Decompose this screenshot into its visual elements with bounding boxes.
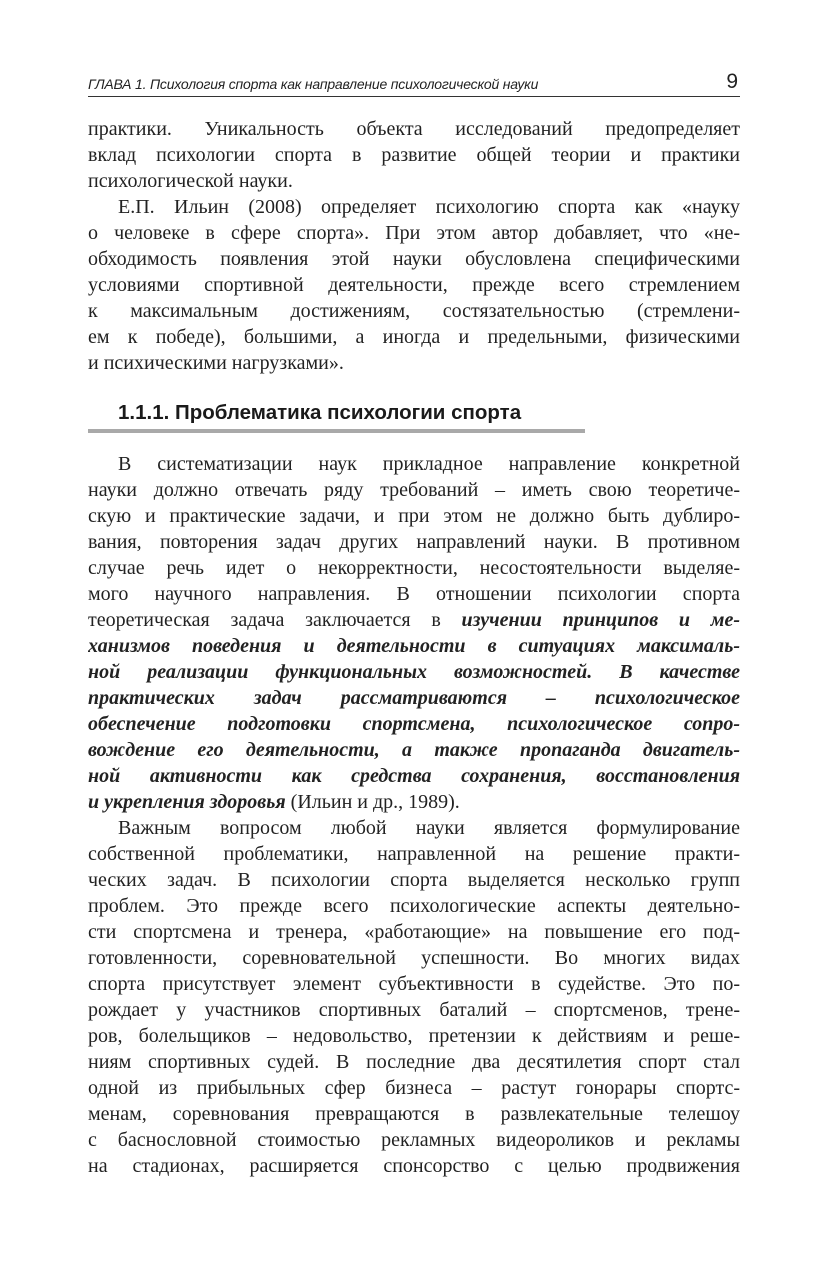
- text-line: психологической науки.: [88, 170, 293, 192]
- page-body: [88, 116, 740, 1179]
- text-line: мого научного направления. В отношении психологии спорта: [88, 583, 740, 605]
- text-line: с баснословной стоимостью рекламных видеороликов и рекламы: [88, 1129, 740, 1151]
- text-line: Е.П. Ильин (2008) определяет психологию спорта как «науку: [118, 196, 740, 218]
- emphasis-line: вождение его деятельности, а также пропаганда двигатель-: [88, 739, 740, 761]
- running-title: ГЛАВА 1. Психология спорта как направление психологической науки: [88, 76, 539, 92]
- heading-underline: [88, 429, 585, 433]
- text-line: менам, соревнования превращаются в развлекательные телешоу: [88, 1103, 740, 1125]
- text-line: готовленности, соревновательной успешности. Во многих видах: [88, 947, 740, 969]
- text-line: случае речь идет о некорректности, несостоятельности выделяе-: [88, 557, 740, 579]
- emphasis-line: ной активности как средства сохранения, восстановления: [88, 765, 740, 787]
- text-line: и психическими нагрузками».: [88, 352, 344, 374]
- text-line: [88, 607, 740, 633]
- section-heading: 1.1.1. Проблематика психологии спорта: [118, 401, 522, 424]
- text-line: о человеке в сфере спорта». При этом автор добавляет, что «не-: [88, 222, 740, 244]
- emphasis-line: ханизмов поведения и деятельности в ситуациях максималь-: [88, 635, 740, 657]
- text-line: ем к победе), большими, а иногда и предельными, физическими: [88, 326, 740, 348]
- text-line: к максимальным достижениям, состязательностью (стремлени-: [88, 300, 740, 322]
- paragraph: [88, 815, 740, 1179]
- text-line: на стадионах, расширяется спонсорство с целью продвижения: [88, 1155, 740, 1177]
- paragraph: [88, 451, 740, 815]
- text-line: спорта присутствует элемент субъективности в судействе. Это по-: [88, 973, 740, 995]
- emphasis-text: изучении принципов и ме-: [461, 609, 740, 631]
- text-line: вания, повторения задач других направлений науки. В противном: [88, 531, 740, 553]
- text-line: [88, 789, 740, 815]
- text-line: сти спортсмена и тренера, «работающие» на повышение его под-: [88, 921, 740, 943]
- citation-text: (Ильин и др., 1989).: [285, 791, 460, 813]
- emphasis-line: обеспечение подготовки спортсмена, психологическое сопро-: [88, 713, 740, 735]
- line-text: теоретическая задача заключается в: [88, 609, 462, 631]
- emphasis-line: ной реализации функциональных возможностей. В качестве: [88, 661, 740, 683]
- text-line: условиями спортивной деятельности, прежде всего стремлением: [88, 274, 740, 296]
- section-heading-block: [88, 400, 740, 433]
- text-line: науки должно отвечать ряду требований – иметь свою теоретиче-: [88, 479, 740, 501]
- text-line: ров, болельщиков – недовольство, претензии к действиям и реше-: [88, 1025, 740, 1047]
- paragraph: [88, 194, 740, 376]
- emphasis-line: практических задач рассматриваются – психологическое: [88, 687, 740, 709]
- text-line: В систематизации наук прикладное направление конкретной: [118, 453, 740, 475]
- text-line: проблем. Это прежде всего психологические аспекты деятельно-: [88, 895, 740, 917]
- text-line: обходимость появления этой науки обусловлена специфическими: [88, 248, 740, 270]
- text-line: практики. Уникальность объекта исследований предопределяет: [88, 118, 740, 140]
- text-line: одной из прибыльных сфер бизнеса – растут гонорары спортс-: [88, 1077, 740, 1099]
- text-line: вклад психологии спорта в развитие общей теории и практики: [88, 144, 740, 166]
- text-line: собственной проблематики, направленной на решение практи-: [88, 843, 740, 865]
- text-line: ниям спортивных судей. В последние два десятилетия спорт стал: [88, 1051, 740, 1073]
- emphasis-text: и укрепления здоровья: [88, 791, 286, 813]
- text-line: рождает у участников спортивных баталий – спортсменов, трене-: [88, 999, 740, 1021]
- text-line: ческих задач. В психологии спорта выделяется несколько групп: [88, 869, 740, 891]
- text-line: Важным вопросом любой науки является формулирование: [118, 817, 740, 839]
- page-number: 9: [726, 70, 738, 93]
- text-line: скую и практические задачи, и при этом не должно быть дублиро-: [88, 505, 740, 527]
- paragraph: [88, 116, 740, 194]
- running-header: [88, 68, 740, 97]
